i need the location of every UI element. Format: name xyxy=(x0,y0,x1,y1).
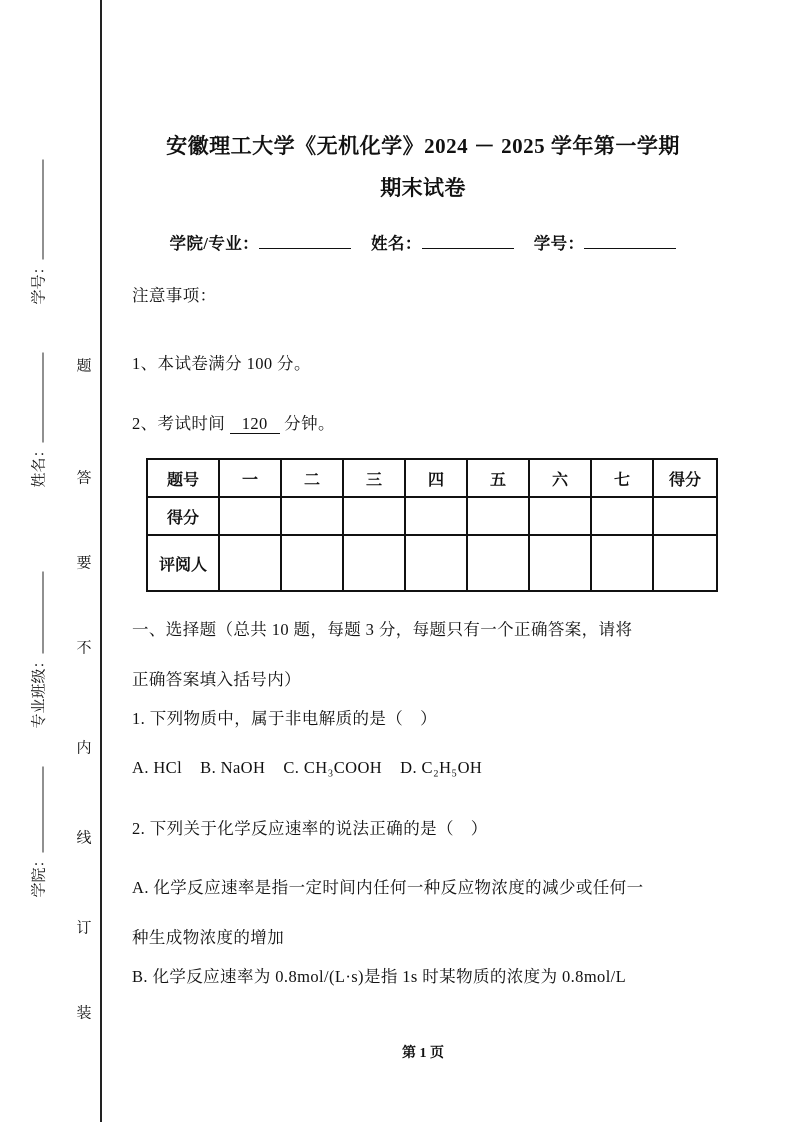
binding-line xyxy=(100,0,102,1122)
score-header-cell: 四 xyxy=(405,459,467,497)
question-2-option-a-line2: 种生成物浓度的增加 xyxy=(132,928,285,947)
score-cell xyxy=(591,497,653,535)
score-header-cell: 得分 xyxy=(653,459,717,497)
question-2-option-a xyxy=(132,863,714,963)
college-major-blank xyxy=(259,232,351,249)
score-table xyxy=(146,458,718,592)
question-1-options: A. HCl B. NaOH C. CH₃COOH D. C₂H₅OH xyxy=(132,758,483,777)
college-major-label: 学院/专业： xyxy=(169,234,260,253)
binding-rule-char: 题 xyxy=(76,358,92,375)
score-cell xyxy=(529,497,591,535)
question-2-text: 2. 下列关于化学反应速率的说法正确的是（ ） xyxy=(132,819,488,838)
score-header-cell: 六 xyxy=(529,459,591,497)
score-cell xyxy=(343,497,405,535)
binding-rule-char: 订 xyxy=(76,920,92,937)
score-table-reviewer-row xyxy=(147,535,717,591)
binding-rule-char: 不 xyxy=(76,640,92,657)
binding-rule-char: 内 xyxy=(76,740,92,757)
score-table-score-row xyxy=(147,497,717,535)
score-row-label: 得分 xyxy=(147,497,219,535)
name-blank xyxy=(422,232,514,249)
exam-time-suffix: 分钟。 xyxy=(284,414,335,433)
binding-class-label: 专业班级： xyxy=(31,653,48,729)
score-cell xyxy=(219,497,281,535)
score-cell xyxy=(467,497,529,535)
reviewer-cell xyxy=(653,535,717,591)
student-id-label: 学号： xyxy=(533,234,585,253)
exam-time-value: 120 xyxy=(230,414,280,434)
question-1-text: 1. 下列物质中，属于非电解质的是（ ） xyxy=(132,709,437,728)
reviewer-cell xyxy=(529,535,591,591)
binding-rule-char: 装 xyxy=(76,1005,92,1022)
reviewer-cell xyxy=(405,535,467,591)
notice-item-exam-time xyxy=(132,410,714,434)
student-id-blank xyxy=(584,232,676,249)
score-header-cell: 题号 xyxy=(147,459,219,497)
score-table-header-row xyxy=(147,459,717,497)
binding-student-id-label: 学号： xyxy=(31,259,48,305)
notice-item-total-score: 1、本试卷满分 100 分。 xyxy=(132,354,311,373)
exam-time-prefix: 2、考试时间 xyxy=(132,414,226,433)
binding-college-blank xyxy=(29,766,44,852)
score-cell xyxy=(405,497,467,535)
section1-heading-line2: 正确答案填入括号内） xyxy=(132,670,301,689)
binding-college-label: 学院： xyxy=(31,852,48,898)
notice-heading: 注意事项： xyxy=(132,286,217,305)
score-header-cell: 二 xyxy=(281,459,343,497)
score-header-cell: 五 xyxy=(467,459,529,497)
binding-rule-char: 要 xyxy=(76,555,92,572)
section1-heading xyxy=(132,605,714,705)
reviewer-cell xyxy=(219,535,281,591)
binding-rule-char: 答 xyxy=(76,470,92,487)
score-cell xyxy=(281,497,343,535)
reviewer-cell xyxy=(591,535,653,591)
score-header-cell: 三 xyxy=(343,459,405,497)
score-cell xyxy=(653,497,717,535)
question-2-option-a-line1: A. 化学反应速率是指一定时间内任何一种反应物浓度的减少或任何一 xyxy=(132,878,644,897)
reviewer-cell xyxy=(343,535,405,591)
reviewer-cell xyxy=(281,535,343,591)
binding-field-student-id xyxy=(28,159,49,304)
binding-field-name xyxy=(28,352,49,487)
binding-student-id-blank xyxy=(29,159,44,259)
exam-title-line2: 期末试卷 xyxy=(380,176,466,200)
binding-field-college xyxy=(28,766,49,897)
score-header-cell: 七 xyxy=(591,459,653,497)
binding-rule-char: 线 xyxy=(76,830,92,847)
section1-heading-line1: 一、选择题（总共 10 题，每题 3 分，每题只有一个正确答案，请将 xyxy=(132,620,633,639)
score-header-cell: 一 xyxy=(219,459,281,497)
name-label: 姓名： xyxy=(371,234,422,253)
question-2-option-b: B. 化学反应速率为 0.8mol/(L·s)是指 1s 时某物质的浓度为 0.8mol/L xyxy=(132,967,627,986)
binding-field-class xyxy=(28,571,49,728)
page-number: 第 1 页 xyxy=(402,1046,444,1061)
reviewer-cell xyxy=(467,535,529,591)
binding-name-blank xyxy=(29,352,44,442)
binding-name-label: 姓名： xyxy=(31,442,48,488)
binding-class-blank xyxy=(29,571,44,653)
reviewer-row-label: 评阅人 xyxy=(147,535,219,591)
student-info-fields xyxy=(132,230,714,254)
exam-title-line1: 安徽理工大学《无机化学》2024 － 2025 学年第一学期 xyxy=(166,134,680,158)
